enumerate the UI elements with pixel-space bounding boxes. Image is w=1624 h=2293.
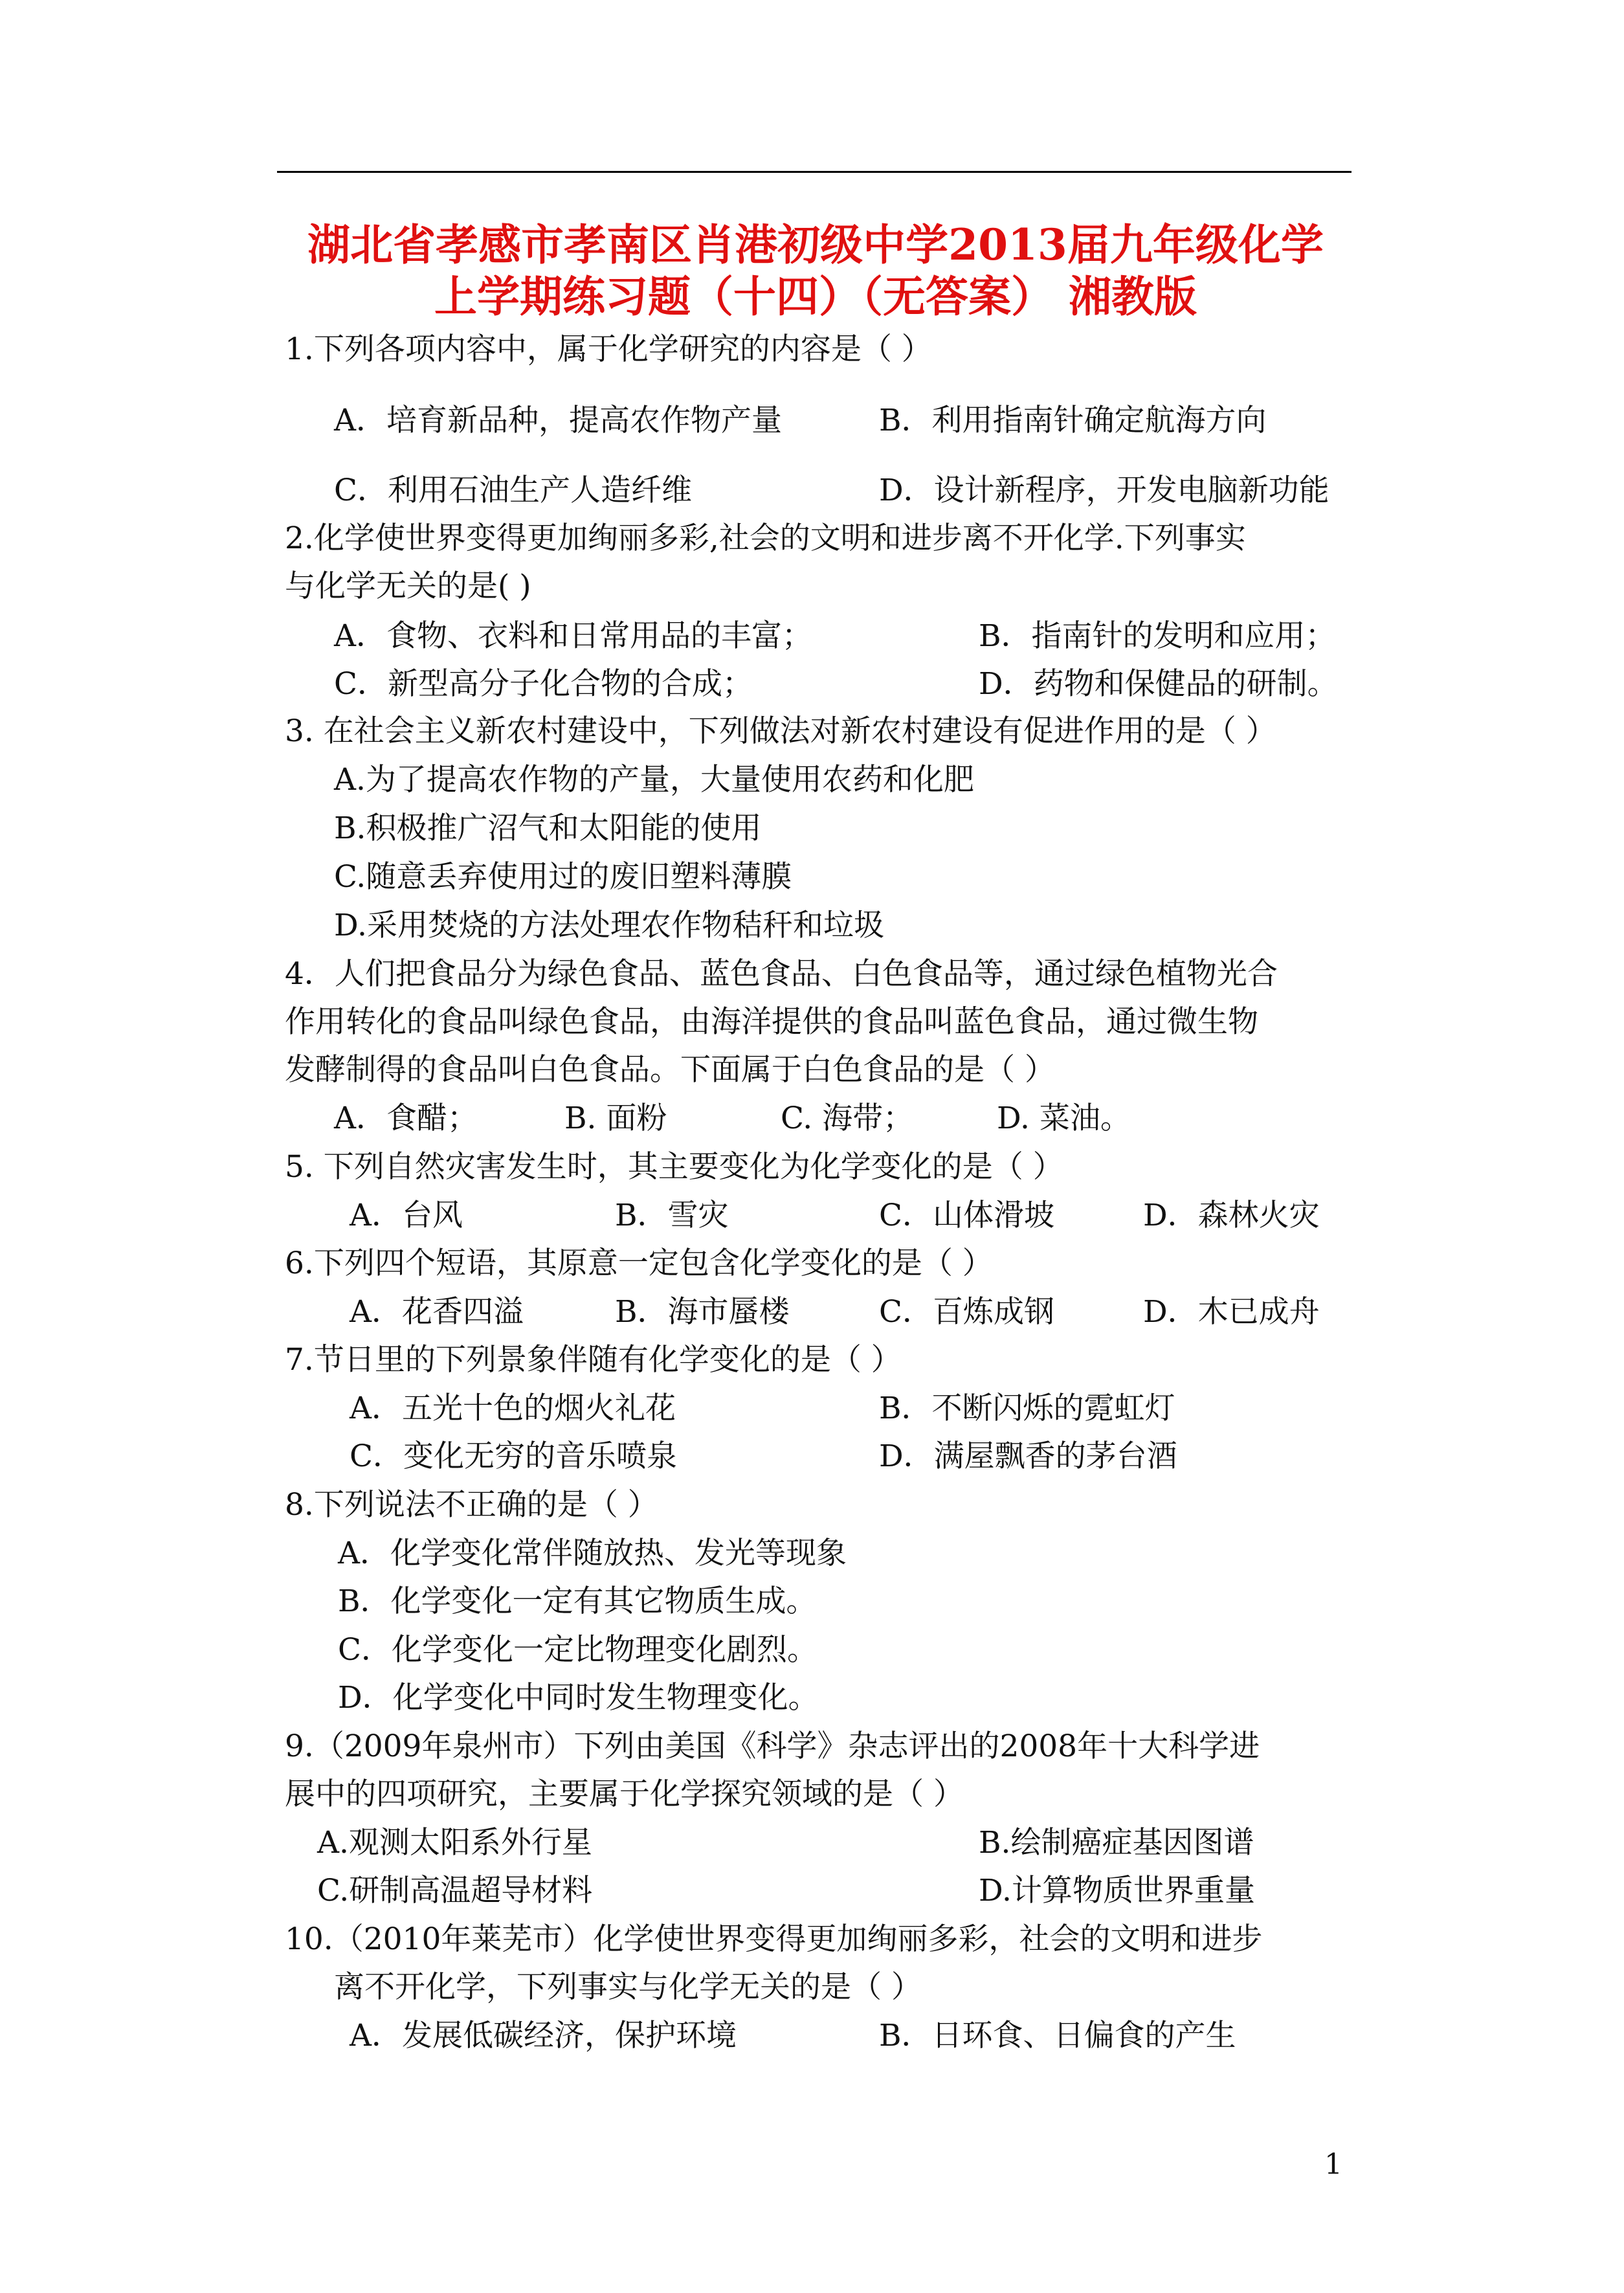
question-3-option-b: B.积极推广沼气和太阳能的使用 [334,811,762,846]
question-4-stem-line1: 4．人们把食品分为绿色食品、蓝色食品、白色食品等，通过绿色植物光合 [285,956,1278,992]
document-title-line2: 上学期练习题（十四）（无答案） 湘教版 [434,271,1197,322]
question-2-stem-line1: 2.化学使世界变得更加绚丽多彩,社会的文明和进步离不开化学.下列事实 [285,520,1246,556]
question-10-stem-line2: 离不开化学，下列事实与化学无关的是（ ） [334,1969,922,2005]
question-6-stem: 6.下列四个短语，其原意一定包含化学变化的是（ ） [285,1246,993,1281]
question-3-option-d: D.采用焚烧的方法处理农作物秸秆和垃圾 [334,908,884,943]
question-4-option-a: A．食醋； [334,1101,478,1136]
question-8-option-d: D．化学变化中同时发生物理变化。 [338,1680,819,1716]
question-10-option-b: B．日环食、日偏食的产生 [879,2018,1236,2053]
question-1-option-b: B．利用指南针确定航海方向 [879,403,1267,438]
question-10-stem-line1: 10.（2010年莱芜市）化学使世界变得更加绚丽多彩，社会的文明和进步 [285,1921,1263,1957]
question-7-stem: 7.节日里的下列景象伴随有化学变化的是（ ） [285,1342,902,1378]
question-7-option-d: D．满屋飘香的茅台酒 [879,1438,1177,1474]
question-9-stem-line1: 9.（2009年泉州市）下列由美国《科学》杂志评出的2008年十大科学进 [285,1728,1260,1764]
question-3-option-a: A.为了提高农作物的产量，大量使用农药和化肥 [334,762,974,798]
question-4-stem-line3: 发酵制得的食品叫白色食品。下面属于白色食品的是（ ） [285,1052,1055,1088]
question-4-option-c: C. 海带； [781,1101,914,1136]
question-7-option-b: B．不断闪烁的霓虹灯 [879,1391,1175,1426]
question-9-option-d: D.计算物质世界重量 [979,1873,1255,1908]
question-1-option-d: D．设计新程序，开发电脑新功能 [879,473,1329,508]
page-number: 1 [1324,2148,1342,2181]
question-8-option-a: A．化学变化常伴随放热、发光等现象 [338,1536,847,1571]
question-8-option-b: B．化学变化一定有其它物质生成。 [338,1583,817,1619]
question-1-option-c: C．利用石油生产人造纤维 [334,473,692,508]
question-1-option-a: A．培育新品种，提高农作物产量 [334,403,782,438]
question-2-option-b: B．指南针的发明和应用； [979,618,1336,654]
question-4-stem-line2: 作用转化的食品叫绿色食品，由海洋提供的食品叫蓝色食品，通过微生物 [285,1004,1258,1040]
question-7-option-a: A．五光十色的烟火礼花 [350,1391,676,1426]
question-7-option-c: C．变化无穷的音乐喷泉 [350,1438,677,1474]
question-2-option-c: C．新型高分子化合物的合成； [334,666,753,702]
question-5-option-b: B．雪灾 [615,1198,729,1233]
question-9-option-a: A.观测太阳系外行星 [317,1825,592,1861]
question-2-stem-line2: 与化学无关的是( ) [285,568,531,604]
question-9-option-c: C.研制高温超导材料 [317,1873,593,1908]
question-8-option-c: C．化学变化一定比物理变化剧烈。 [338,1632,818,1668]
question-8-stem: 8.下列说法不正确的是（ ） [285,1487,658,1523]
question-4-option-b: B. 面粉 [564,1101,667,1136]
question-6-option-d: D．木已成舟 [1143,1294,1320,1330]
question-5-stem: 5. 下列自然灾害发生时，其主要变化为化学变化的是（ ） [285,1149,1063,1185]
question-5-option-d: D．森林火灾 [1143,1198,1320,1233]
question-1-stem: 1.下列各项内容中，属于化学研究的内容是（ ） [285,331,932,367]
question-2-option-a: A．食物、衣料和日常用品的丰富； [334,618,812,654]
question-5-option-c: C．山体滑坡 [879,1198,1054,1233]
question-6-option-a: A．花香四溢 [350,1294,524,1330]
question-9-option-b: B.绘制癌症基因图谱 [979,1825,1254,1861]
question-5-option-a: A．台风 [350,1198,463,1233]
question-6-option-b: B．海市蜃楼 [615,1294,790,1330]
header-rule [277,171,1351,173]
question-3-option-c: C.随意丢弃使用过的废旧塑料薄膜 [334,859,792,895]
question-4-option-d: D. 菜油。 [997,1101,1131,1136]
question-2-option-d: D．药物和保健品的研制。 [979,666,1338,702]
question-9-stem-line2: 展中的四项研究，主要属于化学探究领域的是（ ） [285,1776,964,1812]
question-3-stem: 3. 在社会主义新农村建设中，下列做法对新农村建设有促进作用的是（ ） [285,713,1276,749]
question-10-option-a: A．发展低碳经济，保护环境 [350,2018,737,2053]
question-6-option-c: C．百炼成钢 [879,1294,1054,1330]
document-title-line1: 湖北省孝感市孝南区肖港初级中学2013届九年级化学 [307,219,1324,270]
